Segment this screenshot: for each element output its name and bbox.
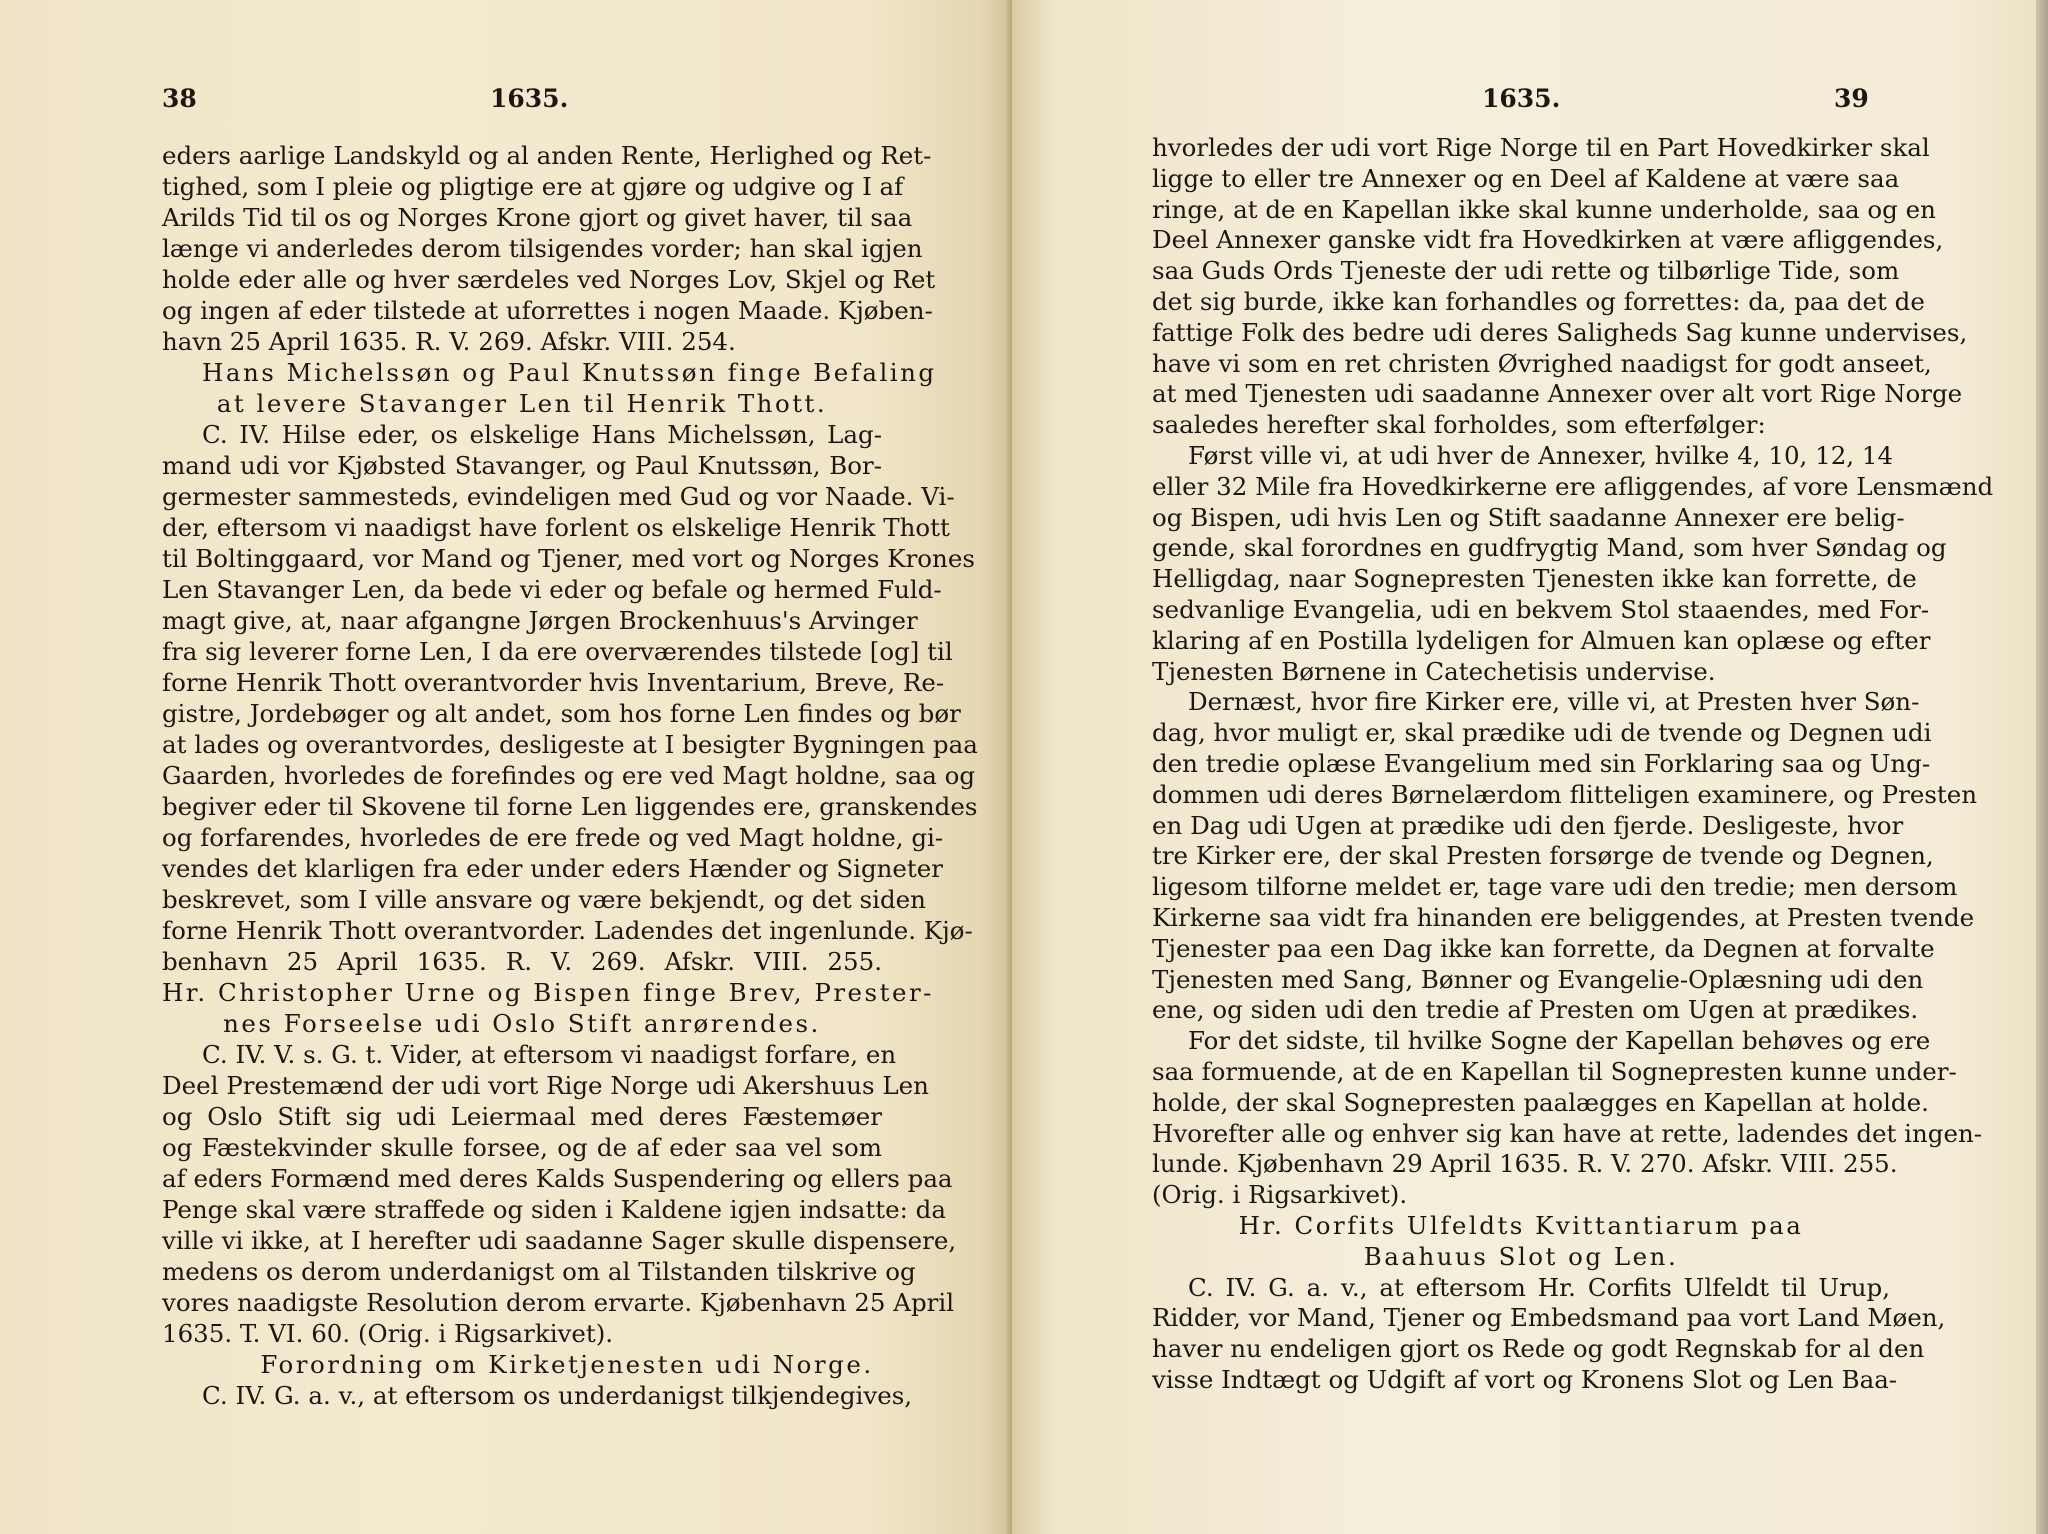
page-edge <box>2036 0 2048 1534</box>
text-line: Deel Prestemænd der udi vort Rige Norge udi Akershuus Len <box>162 1071 929 1100</box>
text-line: Hr. Christopher Urne og Bispen finge Brev, Prester- <box>162 978 934 1007</box>
running-head: 1635. <box>490 84 569 113</box>
text-line: C. IV. V. s. G. t. Vider, at eftersom vi naadigst forfare, en <box>202 1040 897 1069</box>
page-number: 38 <box>162 84 197 113</box>
text-line: C. IV. G. a. v., at eftersom Hr. Corfits Ulfeldt til Urup, <box>1188 1272 1890 1302</box>
text-line: fattige Folk des bedre udi deres Saligheds Sag kunne undervises, <box>1152 317 1968 347</box>
text-line: tre Kirker ere, der skal Presten forsørge de tvende og Degnen, <box>1152 841 1934 871</box>
text-line: eders aarlige Landskyld og al anden Rente, Herlighed og Ret- <box>162 141 932 170</box>
text-line: der, eftersom vi naadigst have forlent os elskelige Henrik Thott <box>162 513 950 542</box>
text-line: klaring af en Postilla lydeligen for Almuen kan oplæse og efter <box>1152 625 1931 655</box>
text-line: Arilds Tid til os og Norges Krone gjort og givet haver, til saa <box>162 203 913 232</box>
page-number: 39 <box>1834 84 1869 113</box>
text-line: gende, skal forordnes en gudfrygtig Mand, som hver Søndag og <box>1152 533 1947 563</box>
text-line: visse Indtægt og Udgift af vort og Kronens Slot og Len Baa- <box>1152 1365 1898 1394</box>
text-line: benhavn 25 April 1635. R. V. 269. Afskr. VIII. 255. <box>162 947 882 976</box>
text-line: Gaarden, hvorledes de forefindes og ere ved Magt holdne, saa og <box>162 761 976 790</box>
text-line: ville vi ikke, at I herefter udi saadanne Sager skulle dispensere, <box>162 1226 957 1255</box>
text-line: (Orig. i Rigsarkivet). <box>1152 1180 1408 1210</box>
text-line: vores naadigste Resolution derom ervarte. Kjøbenhavn 25 April <box>162 1288 955 1317</box>
text-line: Dernæst, hvor fire Kirker ere, ville vi, at Presten hver Søn- <box>1188 687 1920 717</box>
text-line: ene, og siden udi den tredie af Presten om Ugen at prædikes. <box>1152 995 1919 1025</box>
text-line: saaledes herefter skal forholdes, som efterfølger: <box>1152 410 1766 440</box>
text-line: og ingen af eder tilstede at uforrettes i nogen Maade. Kjøben- <box>162 296 933 325</box>
text-line: ligesom tilforne meldet er, tage vare udi den tredie; men dersom <box>1152 872 1958 902</box>
text-line: længe vi anderledes derom tilsigendes vorder; han skal igjen <box>162 234 923 263</box>
text-line: mand udi vor Kjøbsted Stavanger, og Paul Knutssøn, Bor- <box>162 451 882 480</box>
text-line: Ridder, vor Mand, Tjener og Embedsmand paa vort Land Møen, <box>1152 1303 1946 1333</box>
text-line: holde eder alle og hver særdeles ved Norges Lov, Skjel og Ret <box>162 265 936 294</box>
text-line: C. IV. Hilse eder, os elskelige Hans Michelssøn, Lag- <box>202 420 882 449</box>
text-line: begiver eder til Skovene til forne Len liggendes ere, granskendes <box>162 792 978 821</box>
text-line: have vi som en ret christen Øvrighed naadigst for godt anseet, <box>1152 348 1932 378</box>
text-line: Helligdag, naar Sognepresten Tjenesten ikke kan forrette, de <box>1152 564 1917 594</box>
text-line: saa formuende, at de en Kapellan til Sognepresten kunne under- <box>1152 1057 1957 1086</box>
text-line: lunde. Kjøbenhavn 29 April 1635. R. V. 270. Afskr. VIII. 255. <box>1152 1149 1898 1179</box>
left-page <box>0 0 1012 1534</box>
text-line: forne Henrik Thott overantvorder hvis Inventarium, Breve, Re- <box>162 668 945 697</box>
text-line: Først ville vi, at udi hver de Annexer, hvilke 4, 10, 12, 14 <box>1188 441 1894 470</box>
text-line: holde, der skal Sognepresten paalægges en Kapellan at holde. <box>1152 1087 1929 1117</box>
text-line: og Oslo Stift sig udi Leiermaal med deres Fæstemøer <box>162 1102 882 1131</box>
text-line: hvorledes der udi vort Rige Norge til en Part Hovedkirker skal <box>1152 133 1930 162</box>
text-line: Tjenester paa een Dag ikke kan forrette, da Degnen at forvalte <box>1152 933 1935 963</box>
text-line: medens os derom underdanigst om al Tilstanden tilskrive og <box>162 1257 916 1286</box>
text-line: forne Henrik Thott overantvorder. Ladendes det ingenlunde. Kjø- <box>162 916 973 945</box>
text-line: til Boltinggaard, vor Mand og Tjener, med vort og Norges Krones <box>162 544 975 573</box>
text-line: ligge to eller tre Annexer og en Deel af Kaldene at være saa <box>1152 163 1900 193</box>
text-line: dommen udi deres Børnelærdom flitteligen examinere, og Presten <box>1152 779 1978 809</box>
running-head: 1635. <box>1482 84 1561 113</box>
text-line: beskrevet, som I ville ansvare og være bekjendt, og det siden <box>162 885 926 914</box>
text-line: sedvanlige Evangelia, udi en bekvem Stol staaendes, med For- <box>1152 595 1930 624</box>
text-line: en Dag udi Ugen at prædike udi den fjerde. Desligeste, hvor <box>1152 810 1904 840</box>
text-line: Tjenesten Børnene in Catechetisis undervise. <box>1152 656 1716 686</box>
text-line: gistre, Jordebøger og alt andet, som hos forne Len findes og bør <box>162 699 961 728</box>
text-line: at lades og overantvordes, desligeste at I besigter Bygningen paa <box>162 730 978 759</box>
text-line: Hvorefter alle og enhver sig kan have at rette, ladendes det ingen- <box>1152 1118 1983 1148</box>
text-line: Deel Annexer ganske vidt fra Hovedkirken at være afliggendes, <box>1152 225 1944 255</box>
text-line: vendes det klarligen fra eder under eders Hænder og Signeter <box>162 854 943 883</box>
text-line: af eders Formænd med deres Kalds Suspendering og ellers paa <box>162 1164 953 1193</box>
text-line: magt give, at, naar afgangne Jørgen Brockenhuus's Arvinger <box>162 606 918 635</box>
text-line: Forordning om Kirketjenesten udi Norge. <box>260 1350 874 1379</box>
text-line: Tjenesten med Sang, Bønner og Evangelie-Oplæsning udi den <box>1152 964 1924 994</box>
text-line: tighed, som I pleie og pligtige ere at gjøre og udgive og I af <box>162 172 904 201</box>
text-line: ringe, at de en Kapellan ikke skal kunne underholde, saa og en <box>1152 194 1936 224</box>
text-line: dag, hvor muligt er, skal prædike udi de tvende og Degnen udi <box>1152 718 1932 748</box>
text-line: Hr. Corfits Ulfeldts Kvittantiarum paa <box>1238 1211 1804 1240</box>
text-line: 1635. T. VI. 60. (Orig. i Rigsarkivet). <box>162 1319 614 1348</box>
text-line: den tredie oplæse Evangelium med sin Forklaring saa og Ung- <box>1152 749 1931 778</box>
text-line: at med Tjenesten udi saadanne Annexer over alt vort Rige Norge <box>1152 379 1963 409</box>
text-line: og Fæstekvinder skulle forsee, og de af eder saa vel som <box>162 1133 882 1162</box>
text-line: C. IV. G. a. v., at eftersom os underdanigst tilkjendegives, <box>202 1381 913 1410</box>
text-line: det sig burde, ikke kan forhandles og forrettes: da, paa det de <box>1152 287 1925 316</box>
text-line: at levere Stavanger Len til Henrik Thott. <box>216 389 828 418</box>
text-line: havn 25 April 1635. R. V. 269. Afskr. VIII. 254. <box>162 327 736 356</box>
text-line: Hans Michelssøn og Paul Knutssøn finge Befaling <box>202 358 937 387</box>
text-line: og Bispen, udi hvis Len og Stift saadanne Annexer ere belig- <box>1152 502 1905 532</box>
text-line: fra sig leverer forne Len, I da ere overværendes tilstede [og] til <box>162 637 953 666</box>
text-line: haver nu endeligen gjort os Rede og godt Regnskab for al den <box>1152 1334 1925 1364</box>
right-page <box>1012 0 2036 1534</box>
text-line: Penge skal være straffede og siden i Kaldene igjen indsatte: da <box>162 1195 946 1224</box>
text-line: Kirkerne saa vidt fra hinanden ere beliggendes, at Presten tvende <box>1152 903 1975 932</box>
text-line: germester sammesteds, evindeligen med Gud og vor Naade. Vi- <box>162 482 955 511</box>
text-line: Baahuus Slot og Len. <box>1363 1241 1679 1271</box>
text-line: og forfarendes, hvorledes de ere frede og ved Magt holdne, gi- <box>162 823 944 852</box>
text-line: Len Stavanger Len, da bede vi eder og befale og hermed Fuld- <box>162 575 942 604</box>
text-line: eller 32 Mile fra Hovedkirkerne ere afliggendes, af vore Lensmænd <box>1152 471 1994 501</box>
text-line: For det sidste, til hvilke Sogne der Kapellan behøves og ere <box>1188 1026 1931 1056</box>
text-line: saa Guds Ords Tjeneste der udi rette og tilbørlige Tide, som <box>1152 256 1900 286</box>
text-line: nes Forseelse udi Oslo Stift anrørendes. <box>223 1009 821 1038</box>
